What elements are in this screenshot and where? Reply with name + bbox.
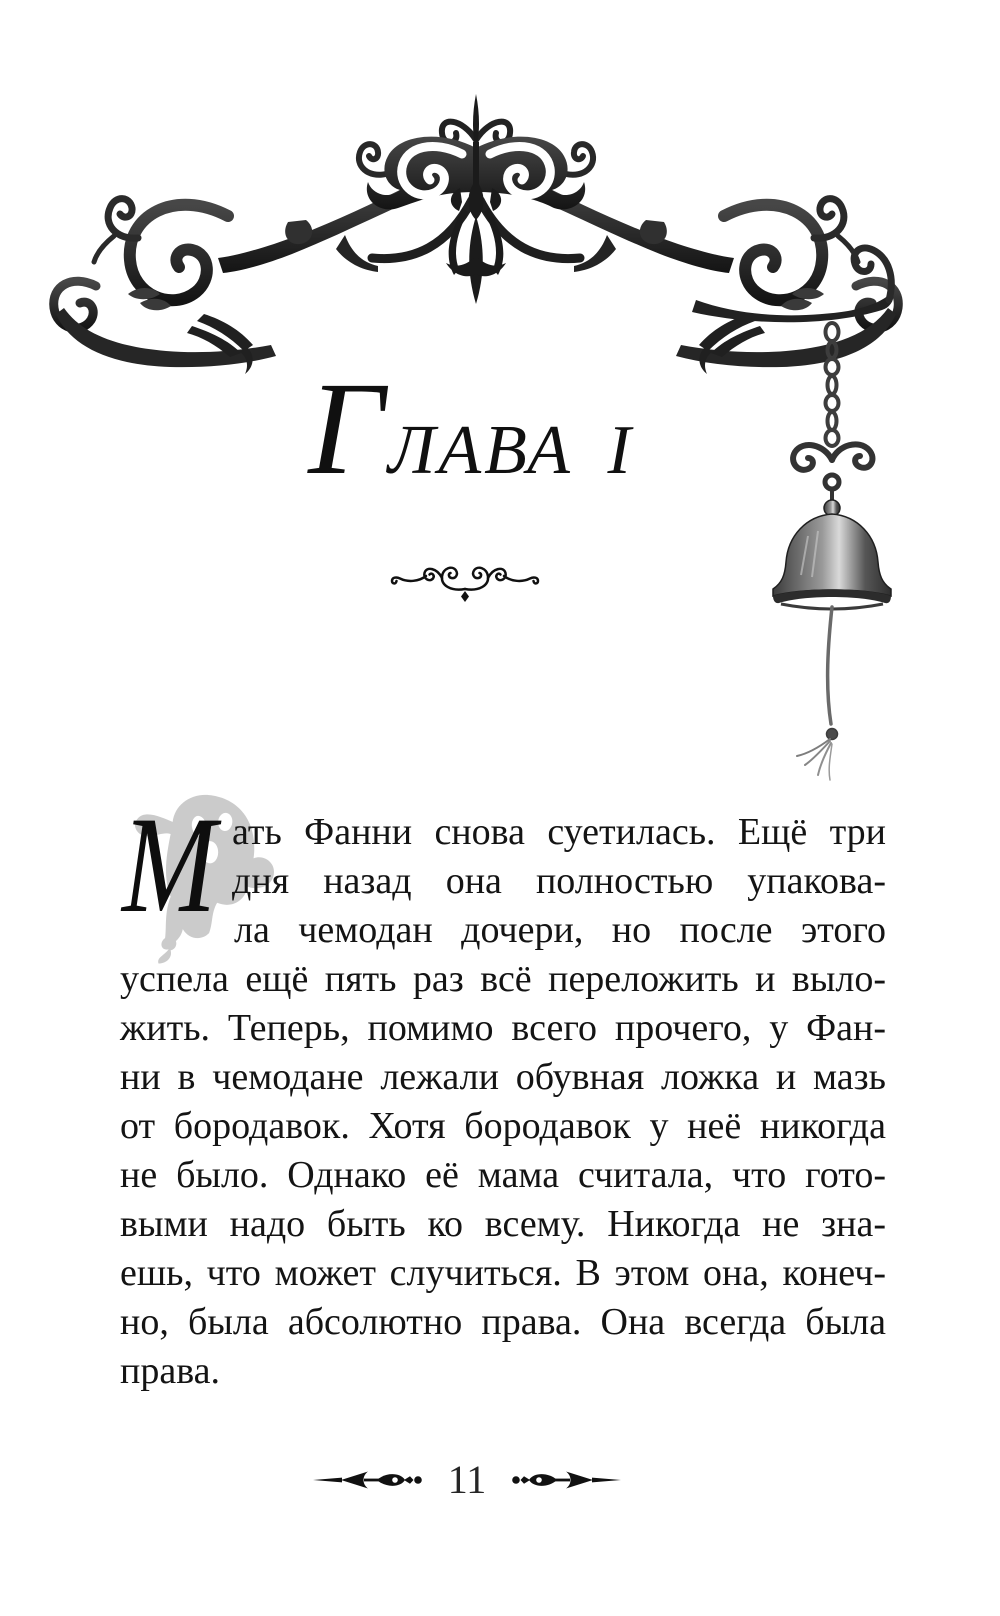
text-line: но, была абсолютно права. Она всегда была xyxy=(120,1301,886,1343)
text-line: ать Фанни снова суетилась. Ещё три xyxy=(232,811,886,853)
drop-cap-letter: М xyxy=(122,788,217,941)
text-line: ешь, что может случиться. В этом она, конеч- xyxy=(120,1252,886,1294)
bell-icon xyxy=(773,500,891,609)
paragraph xyxy=(120,788,886,1396)
bell-cord xyxy=(797,607,838,780)
text-line: права. xyxy=(120,1350,221,1392)
fleur-de-lis xyxy=(446,94,506,304)
footer-arrow-left-icon xyxy=(312,1467,422,1493)
body-text-block xyxy=(120,788,886,1396)
page-number: 11 xyxy=(447,1457,487,1502)
text-line: выми надо быть ко всему. Никогда не зна- xyxy=(120,1203,886,1245)
text-line: жить. Теперь, помимо всего прочего, у Фан- xyxy=(120,1007,886,1049)
text-line: успела ещё пять раз всё переложить и выло- xyxy=(120,958,886,1000)
text-line: дня назад она полностью упакова- xyxy=(232,860,886,902)
divider-flourish-icon xyxy=(390,558,540,606)
footer-arrow-right-icon xyxy=(512,1467,622,1493)
text-line: ни в чемодане лежали обувная ложка и мазь xyxy=(120,1056,886,1098)
text-line: не было. Однако её мама считала, что гото- xyxy=(120,1154,886,1196)
text-line: от бородавок. Хотя бородавок у неё никогда xyxy=(120,1105,886,1147)
hook-curl xyxy=(854,248,891,300)
chapter-title: ГЛАВА I xyxy=(308,354,634,502)
page-footer xyxy=(0,1457,967,1502)
text-line: ла чемодан дочери, но после этого xyxy=(234,909,886,951)
paragraph-lines xyxy=(120,808,886,1396)
